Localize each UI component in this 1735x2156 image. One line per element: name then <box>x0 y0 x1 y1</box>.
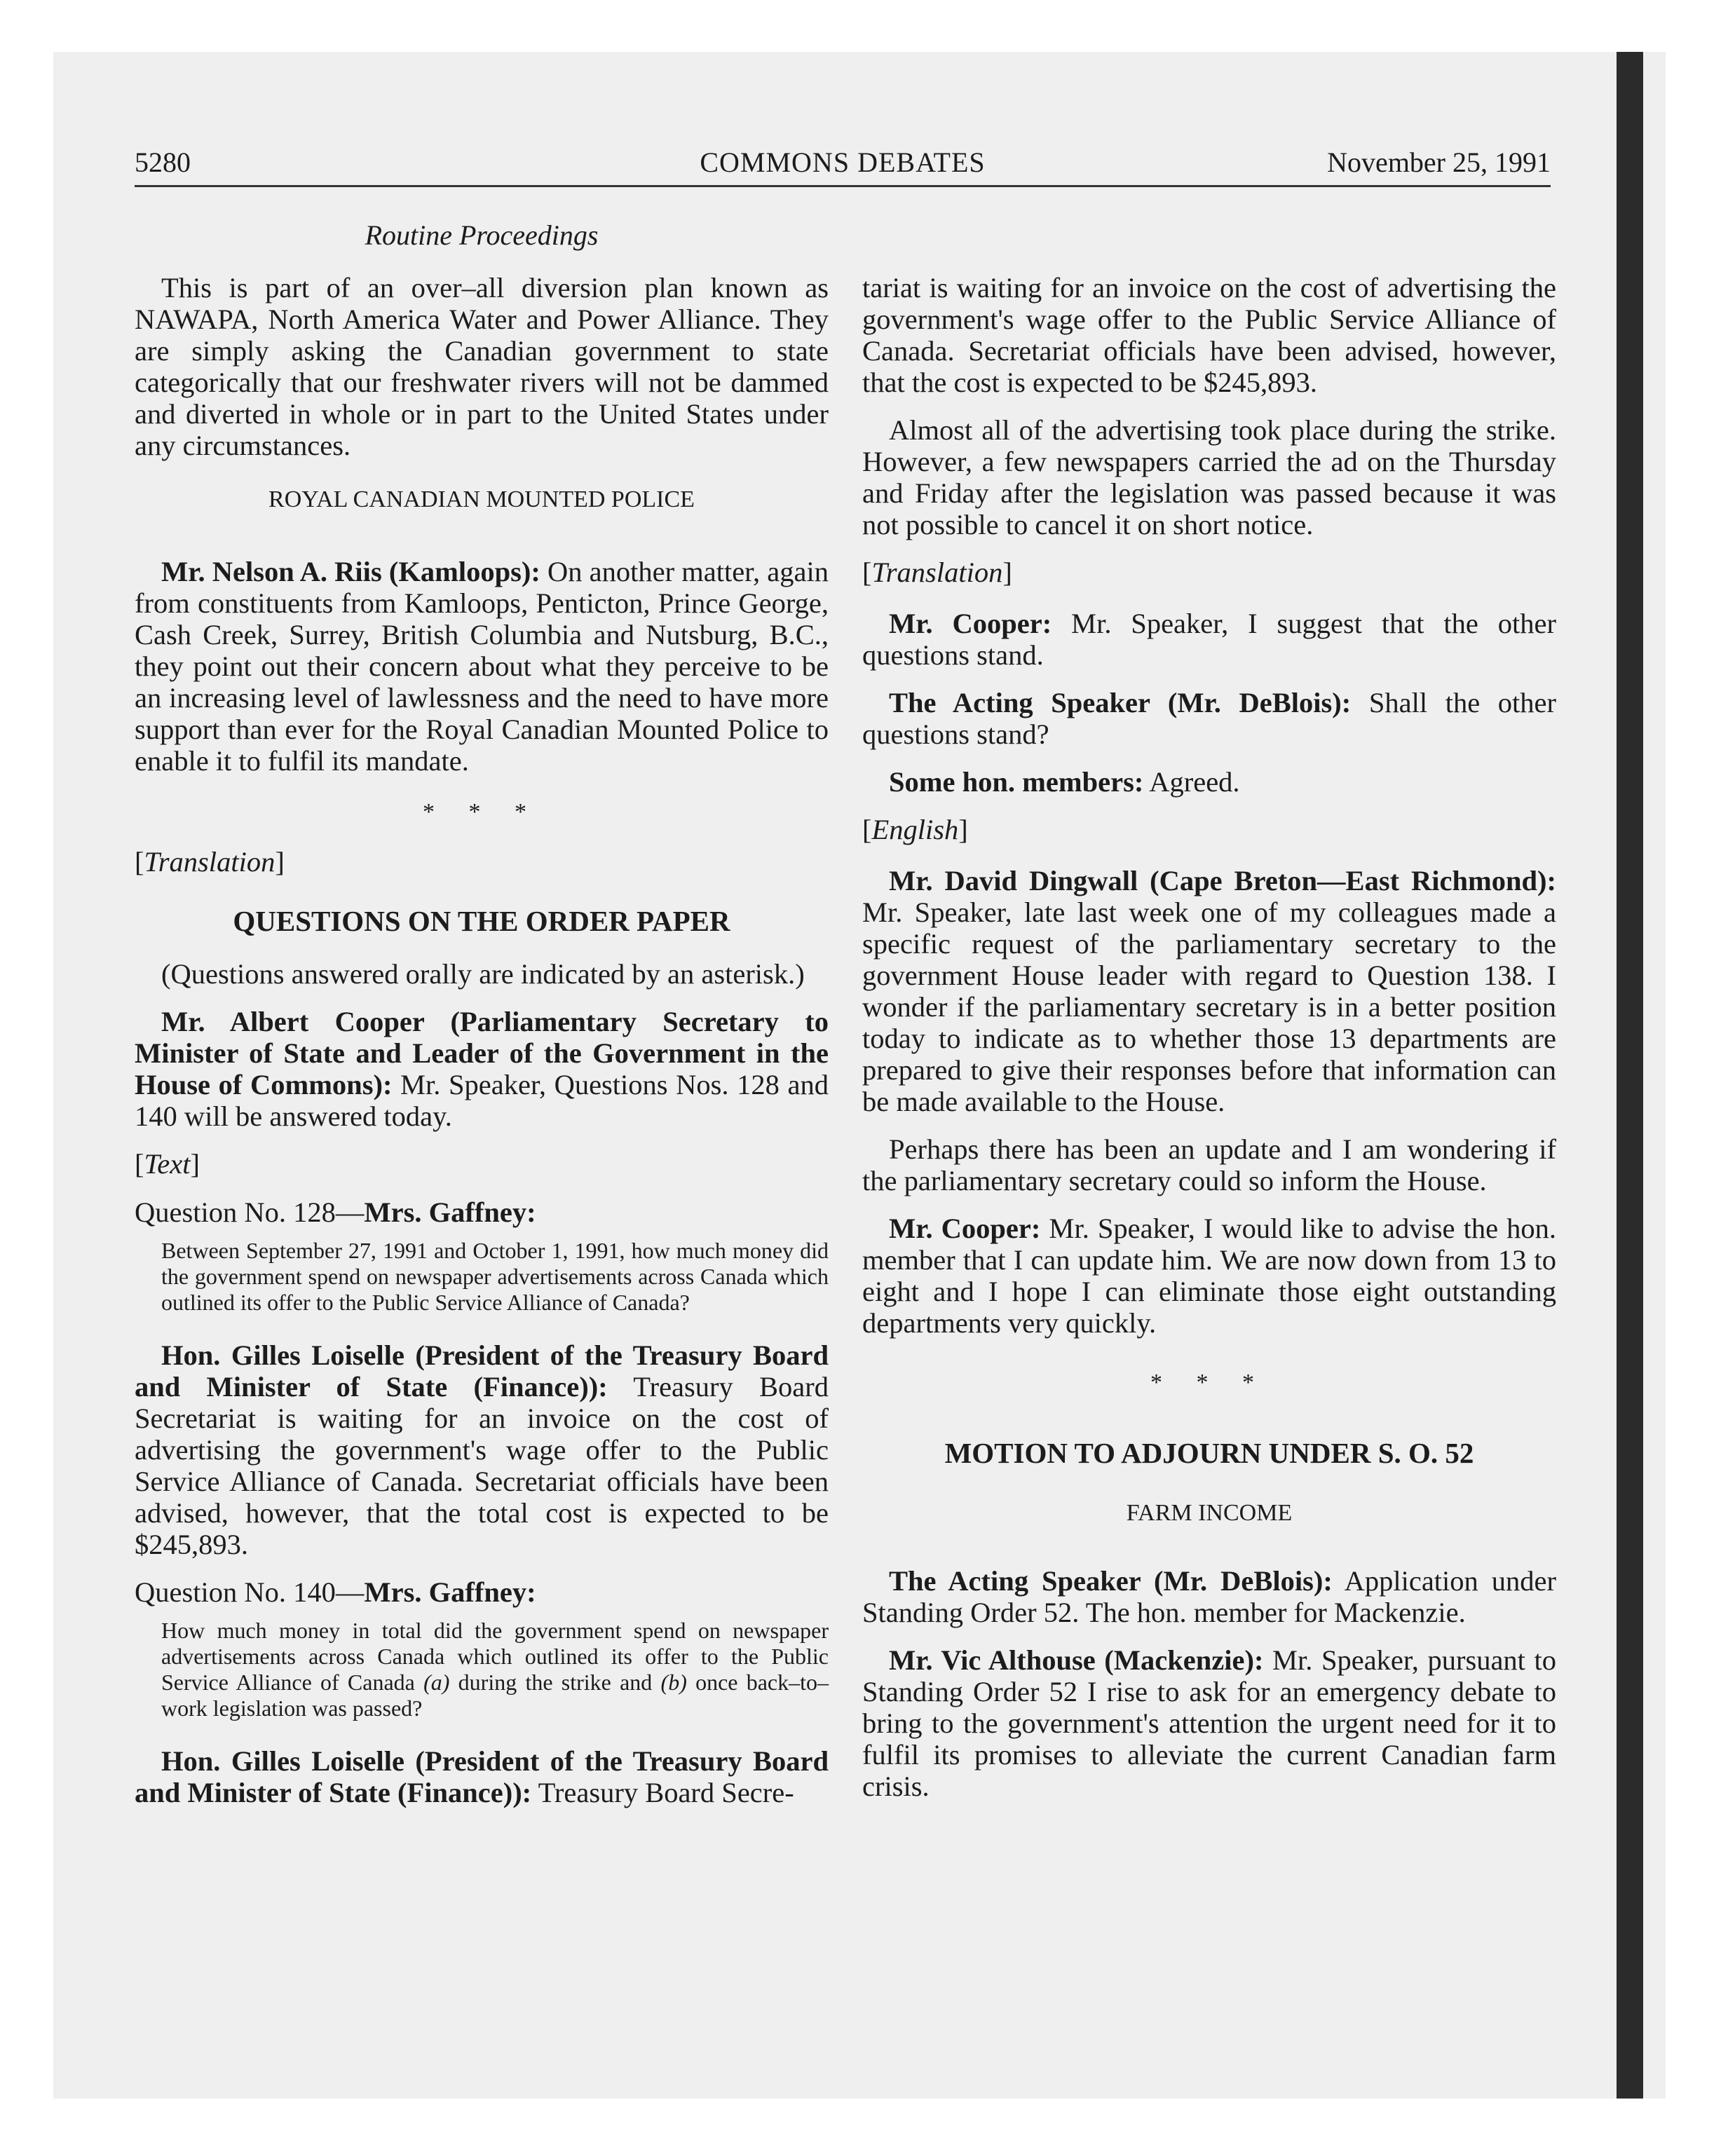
paragraph-cooper <box>135 1006 829 1132</box>
language-label: Translation <box>144 846 275 878</box>
question-140-body: How much money in total did the government spend on newspaper advertisements across Canada which outlined its offer to the Public Service Alliance of Canada (a) during the strike and (b) once back–to–work legislation was passed? <box>161 1618 829 1721</box>
language-label: English <box>871 814 959 845</box>
heading-rcmp: ROYAL CANADIAN MOUNTED POLICE <box>268 486 695 512</box>
page-number: 5280 <box>135 146 191 178</box>
paragraph-cooper-2 <box>862 608 1556 671</box>
heading-questions: QUESTIONS ON THE ORDER PAPER <box>233 905 730 937</box>
speaker-name: Mr. David Dingwall (Cape Breton—East Richmond): <box>889 865 1556 896</box>
speaker-name: Mr. Albert Cooper (Parliamentary Secretary to Minister of State and Leader of the Government in the House of Commons): <box>135 1006 829 1100</box>
heading-motion: MOTION TO ADJOURN UNDER S. O. 52 <box>944 1437 1474 1469</box>
section-label: Routine Proceedings <box>365 219 599 251</box>
paragraph-some-members <box>862 766 1556 798</box>
question-member: Mrs. Gaffney: <box>364 1196 536 1228</box>
section-separator: * * * <box>423 799 540 825</box>
speaker-name: Mr. Vic Althouse (Mackenzie): <box>889 1644 1264 1676</box>
speaker-name: The Acting Speaker (Mr. DeBlois): <box>889 1565 1333 1597</box>
paragraph-loiselle-2 <box>135 1745 829 1808</box>
publication-date: November 25, 1991 <box>1327 146 1551 178</box>
speech-text: Mr. Speaker, Questions Nos. 128 and 140 will be answered today. <box>135 1069 829 1132</box>
speaker-name: Mr. Cooper: <box>889 1213 1041 1244</box>
speech-text: Application under Standing Order 52. The hon. member for Mackenzie. <box>862 1565 1556 1628</box>
left-column <box>135 272 829 1824</box>
speaker-name: Some hon. members: <box>889 766 1144 798</box>
language-marker: [Text] <box>135 1148 200 1180</box>
speaker-name: Mr. Cooper: <box>889 608 1052 639</box>
language-marker: [English] <box>862 814 968 845</box>
speech-text: Shall the other questions stand? <box>862 687 1556 750</box>
language-label: Text <box>144 1148 191 1180</box>
section-separator: * * * <box>1150 1370 1268 1396</box>
speaker-name: Mr. Nelson A. Riis (Kamloops): <box>161 556 540 587</box>
paragraph-cooper-3 <box>862 1213 1556 1339</box>
paragraph-advertising: Almost all of the advertising took place during the strike. However, a few newspapers carried the ad on the Thursday and Friday after the legislation was passed because it was not possible to cancel it on short notice. <box>862 414 1556 540</box>
speaker-name: Hon. Gilles Loiselle (President of the Treasury Board and Minister of State (Finance)): <box>135 1339 829 1403</box>
language-marker: [Translation] <box>135 846 285 878</box>
questions-note: (Questions answered orally are indicated by an asterisk.) <box>161 958 805 990</box>
heading-farm-income: FARM INCOME <box>1126 1500 1293 1526</box>
speech-text: Agreed. <box>1143 766 1240 798</box>
paragraph-continued: tariat is waiting for an invoice on the cost of advertising the government's wage offer to the Public Service Alliance of Canada. Secretariat officials have been advised, however, that the cost is expected to be $245,893. <box>862 272 1556 398</box>
speaker-name: Hon. Gilles Loiselle (President of the Treasury Board and Minister of State (Finance)): <box>135 1745 829 1808</box>
speech-text: Treasury Board Secre- <box>531 1777 794 1808</box>
paragraph-acting-speaker-1 <box>862 687 1556 750</box>
speech-text: On another matter, again from constituents from Kamloops, Penticton, Prince George, Cash Creek, Surrey, British Columbia and Nutsburg, B.C., they point out their concern about what they perceive to be an increasing level of lawlessness and the need to have more support than ever for the Royal Canadian Mounted Police to enable it to fulfil its mandate. <box>135 556 829 777</box>
paragraph-althouse <box>862 1644 1556 1802</box>
paragraph-nawapa: This is part of an over–all diversion plan known as NAWAPA, North America Water and Power Alliance. They are simply asking the Canadian government to state categorically that our freshwater rivers will not be dammed and diverted in whole or in part to the United States under any circumstances. <box>135 272 829 461</box>
publication-title: COMMONS DEBATES <box>700 146 986 178</box>
paragraph-riis <box>135 556 829 777</box>
speaker-name: The Acting Speaker (Mr. DeBlois): <box>889 687 1352 718</box>
speech-text: Mr. Speaker, I suggest that the other questions stand. <box>862 608 1556 671</box>
scan-edge-shadow <box>1617 52 1643 2099</box>
speech-text: Mr. Speaker, pursuant to Standing Order 52 I rise to ask for an emergency debate to bring to the government's attention the urgent need for it to fulfil its promises to alleviate the current Canadian farm crisis. <box>862 1644 1556 1802</box>
question-128-body: Between September 27, 1991 and October 1, 1991, how much money did the government spend on newspaper advertisements across Canada which outlined its offer to the Public Service Alliance of Canada? <box>161 1238 829 1315</box>
question-member: Mrs. Gaffney: <box>364 1576 536 1608</box>
paragraph-acting-speaker-2 <box>862 1565 1556 1628</box>
paragraph-loiselle-1 <box>135 1339 829 1560</box>
speech-text: Treasury Board Secretariat is waiting for an invoice on the cost of advertising the government's wage offer to the Public Service Alliance of Canada. Secretariat officials have been advised, however, that the total cost is expected to be $245,893. <box>135 1371 829 1560</box>
question-128-heading: Question No. 128—Mrs. Gaffney: <box>135 1196 536 1228</box>
paragraph-perhaps: Perhaps there has been an update and I am wondering if the parliamentary secretary could so inform the House. <box>862 1133 1556 1196</box>
right-column <box>862 272 1556 1818</box>
paragraph-dingwall <box>862 865 1556 1117</box>
speech-text: Mr. Speaker, I would like to advise the hon. member that I can update him. We are now down from 13 to eight and I hope I can eliminate those eight outstanding departments very quickly. <box>862 1213 1556 1339</box>
question-140-heading: Question No. 140—Mrs. Gaffney: <box>135 1576 536 1608</box>
speech-text: Mr. Speaker, late last week one of my colleagues made a specific request of the parliamentary secretary to the government House leader with regard to Question 138. I wonder if the parliamentary secretary is in a better position today to indicate as to whether those 13 departments are prepared to give their responses before that information can be made available to the House. <box>862 896 1556 1117</box>
language-marker: [Translation] <box>862 557 1012 588</box>
page-header <box>135 146 1551 187</box>
language-label: Translation <box>871 557 1003 588</box>
